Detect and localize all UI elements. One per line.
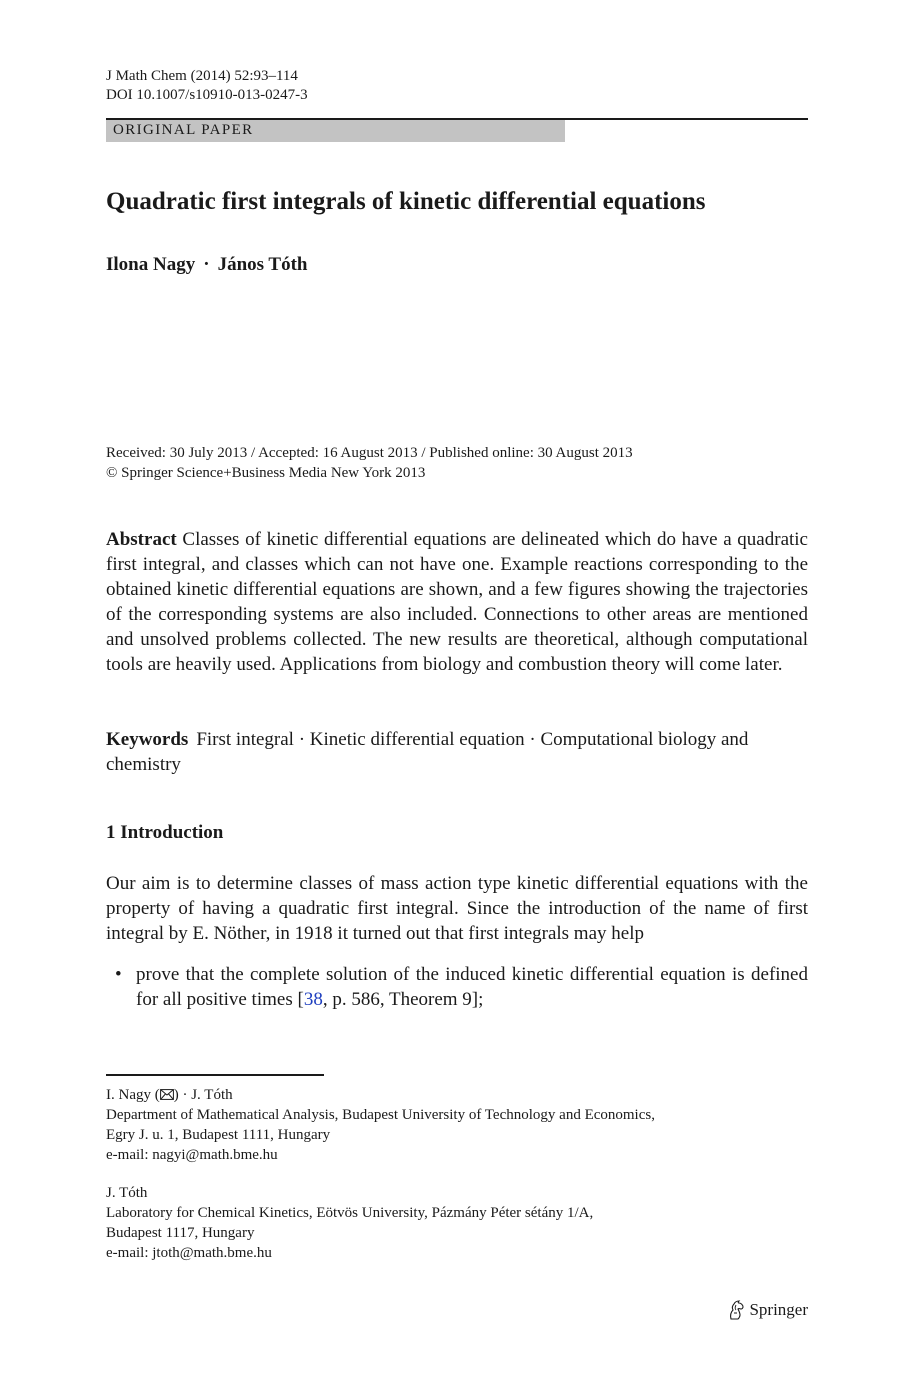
doi: DOI 10.1007/s10910-013-0247-3 <box>106 87 308 103</box>
list-item-text-end: , p. 586, Theorem 9]; <box>322 989 484 1010</box>
author-name: Ilona Nagy <box>106 254 196 275</box>
article-type-label: ORIGINAL PAPER <box>113 122 254 138</box>
date-history: Received: 30 July 2013 / Accepted: 16 August 2013 / Published online: 30 August 2013 <box>106 445 633 461</box>
abstract-label: Abstract <box>106 529 177 550</box>
springer-horse-icon <box>728 1300 745 1320</box>
author-name: János Tóth <box>217 254 308 275</box>
email: e-mail: nagyi@math.bme.hu <box>106 1147 278 1163</box>
list-item-text <box>136 962 808 1012</box>
department: Laboratory for Chemical Kinetics, Eötvös University, Pázmány Péter sétány 1/A, <box>106 1205 594 1221</box>
copyright-line: © Springer Science+Business Media New York 2013 <box>106 465 426 481</box>
article-type-band <box>106 120 565 142</box>
publisher-name: Springer <box>749 1300 808 1319</box>
keywords-label: Keywords <box>106 729 189 750</box>
corresponding-authors-line <box>106 1085 655 1105</box>
footnote-rule <box>106 1074 324 1076</box>
section-heading: 1 Introduction <box>106 822 224 843</box>
list-item-text-start: prove that the complete solution of the induced kinetic differential equation is defined for all positive times [ <box>136 964 808 1010</box>
envelope-icon <box>160 1089 174 1100</box>
citation-link[interactable]: 38 <box>303 989 323 1010</box>
journal-citation: J Math Chem (2014) 52:93–114 <box>106 68 298 84</box>
list-item <box>106 962 808 1012</box>
bullet-icon: • <box>115 964 122 985</box>
intro-paragraph: Our aim is to determine classes of mass action type kinetic differential equations with the property of having a quadratic first integral. Since the introduction of the name of first integral by E. Nöther, in 1918 it turned out that first integrals may help <box>106 873 808 944</box>
author-list <box>106 253 308 277</box>
address: Egry J. u. 1, Budapest 1111, Hungary <box>106 1127 331 1143</box>
keywords <box>106 727 808 777</box>
email: e-mail: jtoth@math.bme.hu <box>106 1245 272 1261</box>
publication-history <box>106 443 633 483</box>
author-line-start: I. Nagy ( <box>106 1087 160 1103</box>
affiliation-block <box>106 1085 655 1165</box>
author-line: J. Tóth <box>106 1185 148 1201</box>
author-line-end: ) · J. Tóth <box>173 1087 233 1103</box>
author-separator: · <box>203 254 210 275</box>
journal-info <box>106 67 308 105</box>
abstract <box>106 527 808 677</box>
address: Budapest 1117, Hungary <box>106 1225 255 1241</box>
affiliation-block <box>106 1183 593 1263</box>
department: Department of Mathematical Analysis, Budapest University of Technology and Economics, <box>106 1107 655 1123</box>
paper-title: Quadratic first integrals of kinetic differential equations <box>106 188 706 215</box>
keywords-text: First integral · Kinetic differential equation · Computational biology and chemistry <box>106 729 749 775</box>
abstract-text: Classes of kinetic differential equations are delineated which do have a quadratic first integral, and classes which can not have one. Example reactions corresponding to the obtained kinetic differential equations are shown, and a few figures showing the trajectories of the corresponding systems are also included. Connections to other areas are mentioned and unsolved problems collected. The new results are theoretical, although computational tools are heavily used. Applications from biology and combustion theory will come later. <box>106 529 808 675</box>
publisher-logo <box>728 1298 808 1322</box>
